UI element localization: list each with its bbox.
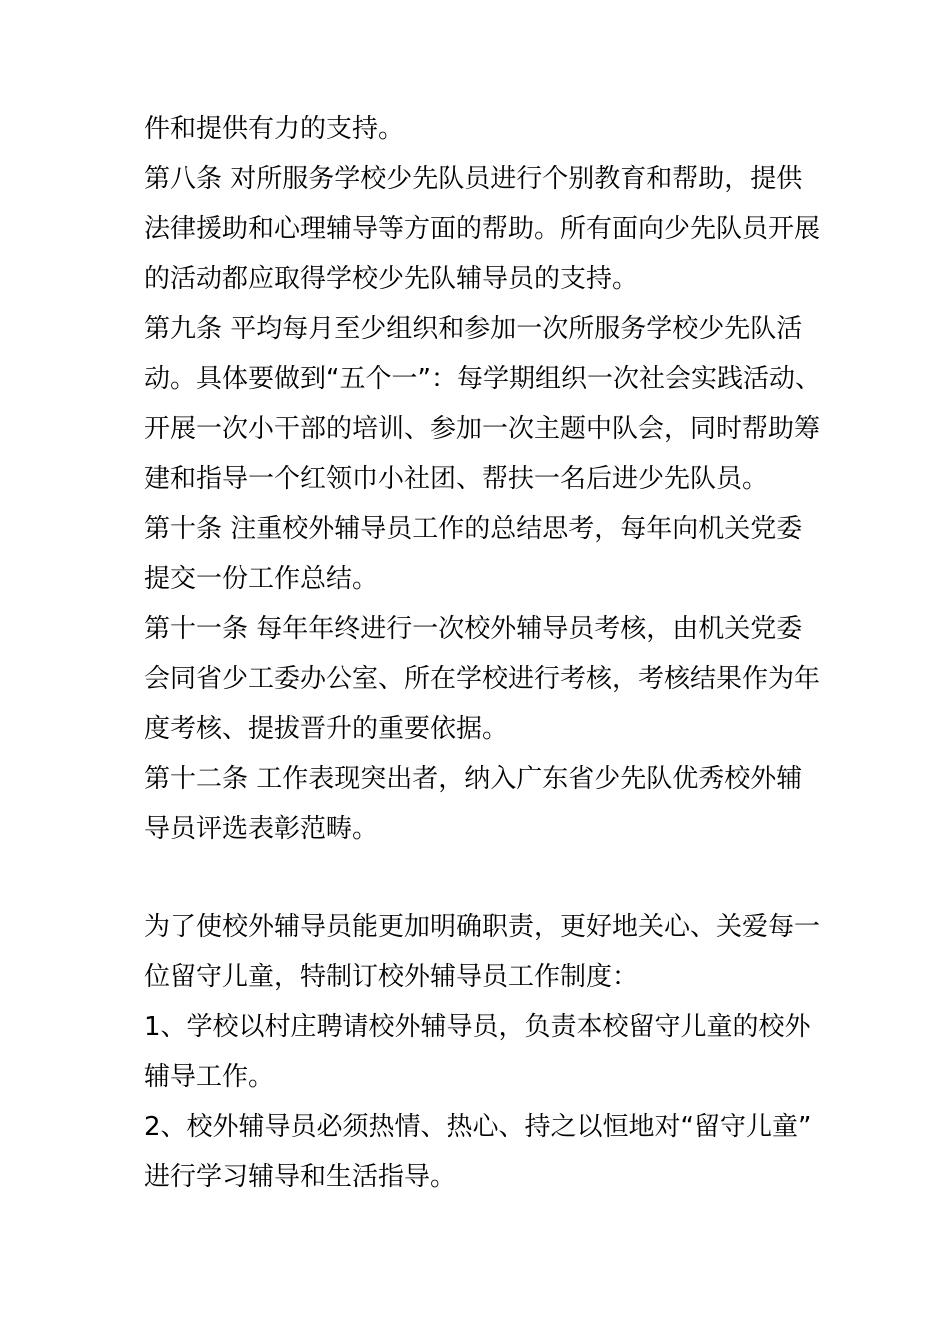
text-line: 位留守儿童，特制订校外辅导员工作制度： <box>144 962 639 992</box>
article-8-line: 第八条 对所服务学校少先队员进行个别教育和帮助，提供 <box>144 164 803 194</box>
text-line: 法律援助和心理辅导等方面的帮助。所有面向少先队员开展 <box>144 214 821 244</box>
article-11-line: 第十一条 每年年终进行一次校外辅导员考核，由机关党委 <box>144 614 803 644</box>
text-line: 的活动都应取得学校少先队辅导员的支持。 <box>144 264 639 294</box>
article-12-line: 第十二条 工作表现突出者，纳入广东省少先队优秀校外辅 <box>144 764 803 794</box>
text-line: 度考核、提拔晋升的重要依据。 <box>144 714 509 744</box>
regulations-section <box>144 104 844 854</box>
article-10-line: 第十条 注重校外辅导员工作的总结思考，每年向机关党委 <box>144 514 803 544</box>
item-1-line: 1、学校以村庄聘请校外辅导员，负责本校留守儿童的校外 <box>144 1012 811 1042</box>
text-line: 件和提供有力的支持。 <box>144 114 405 144</box>
text-line: 进行学习辅导和生活指导。 <box>144 1162 457 1192</box>
text-line: 建和指导一个红领巾小社团、帮扶一名后进少先队员。 <box>144 464 769 494</box>
text-line: 辅导工作。 <box>144 1062 275 1092</box>
text-line: 动。具体要做到“五个一”：每学期组织一次社会实践活动、 <box>144 364 821 394</box>
text-line: 导员评选表彰范畴。 <box>144 814 379 844</box>
text-line: 会同省少工委办公室、所在学校进行考核，考核结果作为年 <box>144 664 821 694</box>
work-system-section <box>144 902 844 1202</box>
text-line: 开展一次小干部的培训、参加一次主题中队会，同时帮助筹 <box>144 414 821 444</box>
article-9-line: 第九条 平均每月至少组织和参加一次所服务学校少先队活 <box>144 314 803 344</box>
intro-line: 为了使校外辅导员能更加明确职责，更好地关心、关爱每一 <box>144 912 821 942</box>
text-line: 提交一份工作总结。 <box>144 564 379 594</box>
item-2-line: 2、校外辅导员必须热情、热心、持之以恒地对“留守儿童” <box>144 1112 812 1142</box>
